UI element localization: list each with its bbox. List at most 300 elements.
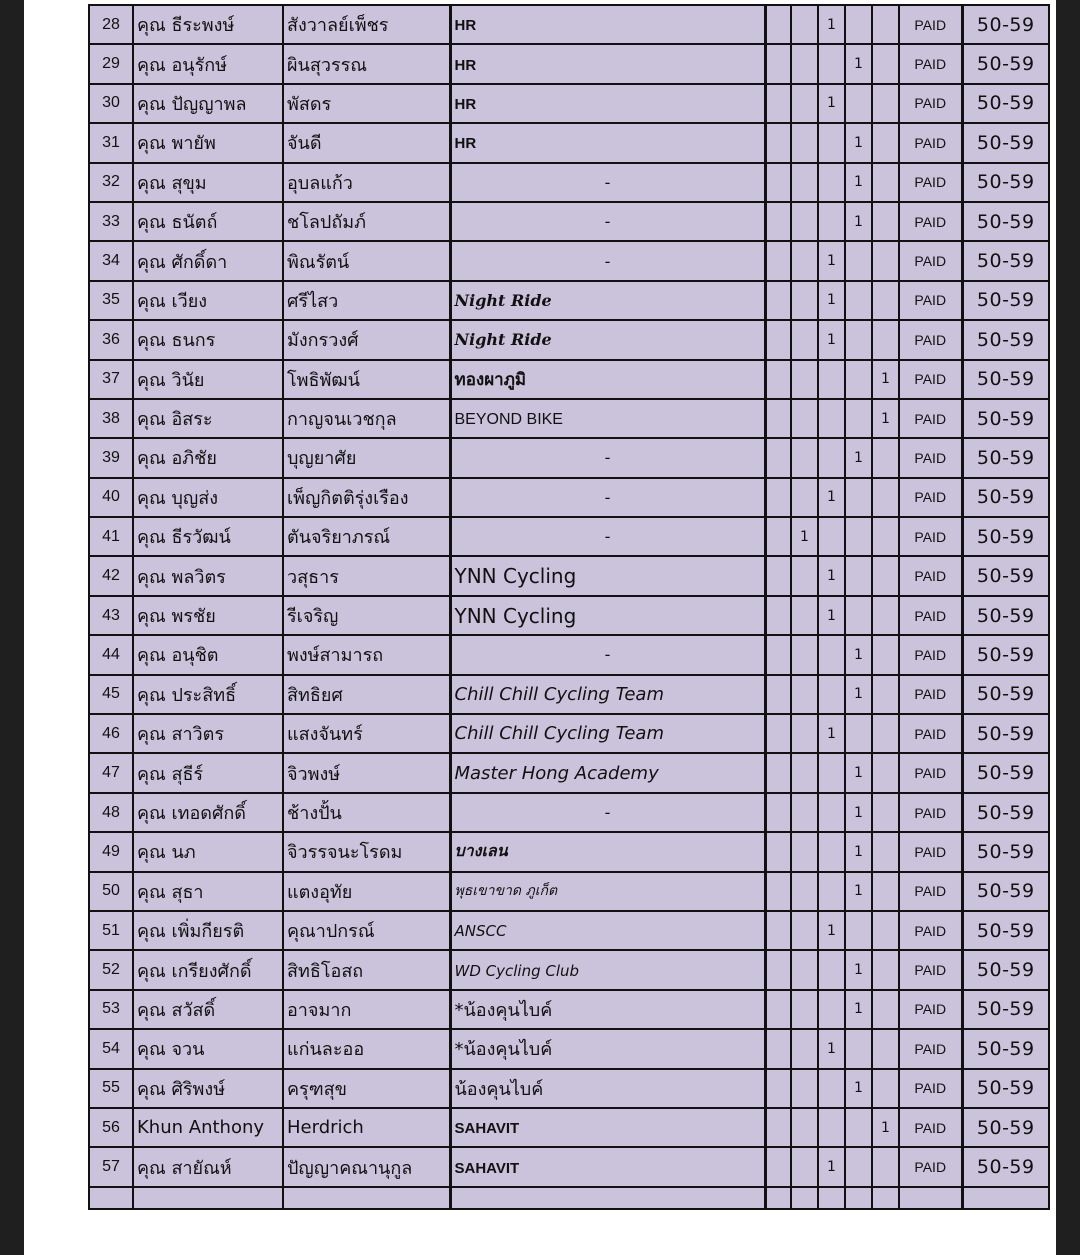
category-cell: 1	[818, 596, 845, 635]
table-row-partial	[89, 1187, 1049, 1209]
category-cell: 1	[845, 832, 872, 871]
category-cell	[818, 438, 845, 477]
age-group: 50-59	[962, 1108, 1049, 1147]
category-cell	[872, 1147, 899, 1186]
empty-cell	[845, 1187, 872, 1209]
table-row	[89, 635, 1049, 674]
payment-status: PAID	[899, 596, 962, 635]
team-label: *น้องคุนไบค์	[454, 1039, 553, 1061]
payment-status: PAID	[899, 1147, 962, 1186]
category-cell	[765, 123, 791, 162]
category-cell	[818, 753, 845, 792]
category-cell	[791, 872, 818, 911]
row-number: 28	[89, 5, 133, 44]
team-label: HR	[454, 17, 477, 35]
category-cell	[791, 714, 818, 753]
team-name	[450, 44, 765, 83]
category-cell: 1	[845, 438, 872, 477]
first-name: คุณ พายัพ	[133, 123, 283, 162]
last-name: ศรีไสว	[283, 281, 450, 320]
category-cell: 1	[845, 950, 872, 989]
category-cell	[818, 163, 845, 202]
payment-status: PAID	[899, 399, 962, 438]
age-group: 50-59	[962, 635, 1049, 674]
payment-status: PAID	[899, 163, 962, 202]
category-cell	[791, 241, 818, 280]
last-name: จิวพงษ์	[283, 753, 450, 792]
category-cell	[872, 596, 899, 635]
team-name	[450, 1147, 765, 1186]
table-row	[89, 84, 1049, 123]
row-number: 47	[89, 753, 133, 792]
row-number: 54	[89, 1029, 133, 1068]
empty-cell	[283, 1187, 450, 1209]
empty-cell	[899, 1187, 962, 1209]
table-row	[89, 950, 1049, 989]
category-cell	[765, 202, 791, 241]
table-row	[89, 163, 1049, 202]
category-cell	[791, 556, 818, 595]
category-cell	[818, 675, 845, 714]
team-label: น้องคุนไบค์	[454, 1078, 544, 1100]
team-label: YNN Cycling	[454, 564, 577, 589]
team-name	[450, 832, 765, 871]
team-name	[450, 438, 765, 477]
team-label: -	[604, 527, 611, 547]
row-number: 57	[89, 1147, 133, 1186]
category-cell	[818, 950, 845, 989]
category-cell	[872, 5, 899, 44]
last-name: ชโลปถัมภ์	[283, 202, 450, 241]
age-group: 50-59	[962, 123, 1049, 162]
row-number: 46	[89, 714, 133, 753]
category-cell	[872, 320, 899, 359]
table-row	[89, 281, 1049, 320]
participant-table	[88, 4, 1050, 1210]
payment-status: PAID	[899, 1108, 962, 1147]
payment-status: PAID	[899, 556, 962, 595]
team-label: HR	[454, 95, 477, 113]
category-cell	[872, 635, 899, 674]
team-label: Chill Chill Cycling Team	[454, 723, 664, 745]
payment-status: PAID	[899, 84, 962, 123]
table-row	[89, 1108, 1049, 1147]
table-row	[89, 556, 1049, 595]
team-name	[450, 753, 765, 792]
category-cell	[765, 5, 791, 44]
age-group: 50-59	[962, 753, 1049, 792]
age-group: 50-59	[962, 202, 1049, 241]
payment-status: PAID	[899, 793, 962, 832]
category-cell: 1	[818, 556, 845, 595]
payment-status: PAID	[899, 241, 962, 280]
empty-cell	[962, 1187, 1049, 1209]
team-name	[450, 360, 765, 399]
category-cell	[765, 163, 791, 202]
category-cell: 1	[818, 5, 845, 44]
team-name	[450, 556, 765, 595]
last-name: สิทธิโอสถ	[283, 950, 450, 989]
category-cell	[818, 123, 845, 162]
last-name: รีเจริญ	[283, 596, 450, 635]
team-name	[450, 635, 765, 674]
category-cell	[791, 950, 818, 989]
team-label: SAHAVIT	[454, 1159, 520, 1177]
category-cell	[791, 5, 818, 44]
payment-status: PAID	[899, 714, 962, 753]
payment-status: PAID	[899, 517, 962, 556]
last-name: Herdrich	[283, 1108, 450, 1147]
category-cell	[765, 1069, 791, 1108]
age-group: 50-59	[962, 320, 1049, 359]
age-group: 50-59	[962, 714, 1049, 753]
category-cell	[845, 241, 872, 280]
category-cell: 1	[872, 360, 899, 399]
team-name	[450, 399, 765, 438]
category-cell	[765, 84, 791, 123]
category-cell	[872, 872, 899, 911]
first-name: คุณ ธีระพงษ์	[133, 5, 283, 44]
team-label: SAHAVIT	[454, 1120, 520, 1138]
category-cell	[818, 1069, 845, 1108]
category-cell	[791, 911, 818, 950]
document-page	[24, 0, 1056, 1255]
category-cell	[765, 1108, 791, 1147]
first-name: คุณ พลวิตร	[133, 556, 283, 595]
first-name: คุณ อิสระ	[133, 399, 283, 438]
payment-status: PAID	[899, 990, 962, 1029]
table-row	[89, 360, 1049, 399]
payment-status: PAID	[899, 123, 962, 162]
category-cell	[845, 399, 872, 438]
age-group: 50-59	[962, 5, 1049, 44]
last-name: แก่นละออ	[283, 1029, 450, 1068]
first-name: คุณ อนุรักษ์	[133, 44, 283, 83]
category-cell	[845, 714, 872, 753]
last-name: ตันจริยาภรณ์	[283, 517, 450, 556]
last-name: จันดี	[283, 123, 450, 162]
first-name: คุณ เทอดศักดิ์	[133, 793, 283, 832]
row-number: 30	[89, 84, 133, 123]
category-cell	[791, 360, 818, 399]
category-cell	[791, 990, 818, 1029]
empty-cell	[765, 1187, 791, 1209]
category-cell	[845, 320, 872, 359]
first-name: คุณ อภิชัย	[133, 438, 283, 477]
last-name: พิณรัตน์	[283, 241, 450, 280]
first-name: คุณ ศิริพงษ์	[133, 1069, 283, 1108]
first-name: คุณ เพิ่มกียรติ	[133, 911, 283, 950]
payment-status: PAID	[899, 5, 962, 44]
category-cell: 1	[845, 793, 872, 832]
category-cell	[845, 84, 872, 123]
empty-cell	[133, 1187, 283, 1209]
age-group: 50-59	[962, 1029, 1049, 1068]
row-number: 49	[89, 832, 133, 871]
category-cell	[872, 714, 899, 753]
category-cell	[872, 44, 899, 83]
team-label: -	[604, 172, 611, 192]
team-name	[450, 281, 765, 320]
table-row	[89, 241, 1049, 280]
age-group: 50-59	[962, 832, 1049, 871]
category-cell	[791, 675, 818, 714]
category-cell	[845, 1108, 872, 1147]
row-number: 52	[89, 950, 133, 989]
team-name	[450, 84, 765, 123]
row-number: 33	[89, 202, 133, 241]
first-name: คุณ สาวิตร	[133, 714, 283, 753]
category-cell	[872, 556, 899, 595]
team-label: WD Cycling Club	[454, 961, 580, 980]
payment-status: PAID	[899, 635, 962, 674]
team-name	[450, 123, 765, 162]
first-name: คุณ นภ	[133, 832, 283, 871]
first-name: คุณ ธนัตถ์	[133, 202, 283, 241]
category-cell: 1	[845, 990, 872, 1029]
category-cell	[765, 753, 791, 792]
team-label: YNN Cycling	[454, 603, 577, 628]
last-name: กาญจนเวชกุล	[283, 399, 450, 438]
row-number: 40	[89, 478, 133, 517]
team-label: *น้องคุนไบค์	[454, 999, 553, 1021]
category-cell: 1	[845, 123, 872, 162]
row-number: 44	[89, 635, 133, 674]
category-cell	[791, 123, 818, 162]
category-cell: 1	[818, 1029, 845, 1068]
age-group: 50-59	[962, 556, 1049, 595]
team-name	[450, 163, 765, 202]
category-cell	[818, 360, 845, 399]
category-cell: 1	[872, 399, 899, 438]
row-number: 55	[89, 1069, 133, 1108]
first-name: คุณ จวน	[133, 1029, 283, 1068]
payment-status: PAID	[899, 360, 962, 399]
payment-status: PAID	[899, 202, 962, 241]
first-name: คุณ บุญส่ง	[133, 478, 283, 517]
last-name: ช้างปั้น	[283, 793, 450, 832]
last-name: พงษ์สามารถ	[283, 635, 450, 674]
category-cell	[791, 399, 818, 438]
first-name: คุณ ประสิทธิ์	[133, 675, 283, 714]
category-cell: 1	[818, 911, 845, 950]
payment-status: PAID	[899, 281, 962, 320]
age-group: 50-59	[962, 84, 1049, 123]
last-name: จิวรรจนะโรดม	[283, 832, 450, 871]
first-name: คุณ สวัสดิ์	[133, 990, 283, 1029]
team-label: พุธเขาขาด ภูเก็ต	[454, 883, 558, 900]
team-name	[450, 5, 765, 44]
payment-status: PAID	[899, 1069, 962, 1108]
category-cell	[845, 5, 872, 44]
category-cell	[765, 596, 791, 635]
age-group: 50-59	[962, 241, 1049, 280]
category-cell	[765, 793, 791, 832]
team-name	[450, 517, 765, 556]
last-name: อุบลแก้ว	[283, 163, 450, 202]
team-name	[450, 872, 765, 911]
category-cell	[818, 990, 845, 1029]
last-name: เพ็ญกิตติรุ่งเรือง	[283, 478, 450, 517]
age-group: 50-59	[962, 675, 1049, 714]
payment-status: PAID	[899, 832, 962, 871]
category-cell	[872, 123, 899, 162]
category-cell	[791, 163, 818, 202]
category-cell	[765, 950, 791, 989]
category-cell: 1	[818, 1147, 845, 1186]
category-cell	[872, 950, 899, 989]
category-cell	[872, 241, 899, 280]
category-cell: 1	[872, 1108, 899, 1147]
team-name	[450, 990, 765, 1029]
last-name: พัสดร	[283, 84, 450, 123]
table-row	[89, 399, 1049, 438]
team-name	[450, 714, 765, 753]
category-cell	[872, 832, 899, 871]
age-group: 50-59	[962, 950, 1049, 989]
category-cell	[765, 1029, 791, 1068]
age-group: 50-59	[962, 517, 1049, 556]
category-cell	[791, 793, 818, 832]
age-group: 50-59	[962, 478, 1049, 517]
category-cell	[872, 478, 899, 517]
team-label: Night Ride	[454, 290, 552, 310]
empty-cell	[872, 1187, 899, 1209]
first-name: คุณ ธนกร	[133, 320, 283, 359]
table-row	[89, 753, 1049, 792]
row-number: 32	[89, 163, 133, 202]
first-name: คุณ สายัณห์	[133, 1147, 283, 1186]
last-name: มังกรวงศ์	[283, 320, 450, 359]
category-cell: 1	[818, 478, 845, 517]
category-cell: 1	[818, 84, 845, 123]
team-label: -	[604, 645, 611, 665]
team-name	[450, 596, 765, 635]
empty-cell	[450, 1187, 765, 1209]
category-cell	[765, 320, 791, 359]
first-name: คุณ พรชัย	[133, 596, 283, 635]
category-cell	[872, 793, 899, 832]
team-label: Master Hong Academy	[454, 762, 659, 784]
row-number: 41	[89, 517, 133, 556]
table-row	[89, 675, 1049, 714]
category-cell	[818, 517, 845, 556]
team-label: ทองผาภูมิ	[454, 369, 527, 390]
category-cell	[791, 281, 818, 320]
first-name: คุณ ธีรวัฒน์	[133, 517, 283, 556]
category-cell	[845, 360, 872, 399]
first-name: คุณ เวียง	[133, 281, 283, 320]
team-label: HR	[454, 135, 477, 153]
category-cell: 1	[845, 163, 872, 202]
payment-status: PAID	[899, 872, 962, 911]
team-name	[450, 675, 765, 714]
payment-status: PAID	[899, 950, 962, 989]
team-name	[450, 1029, 765, 1068]
row-number: 43	[89, 596, 133, 635]
category-cell	[791, 84, 818, 123]
table-row	[89, 478, 1049, 517]
age-group: 50-59	[962, 596, 1049, 635]
category-cell	[845, 556, 872, 595]
table-row	[89, 44, 1049, 83]
category-cell	[872, 84, 899, 123]
team-name	[450, 1108, 765, 1147]
age-group: 50-59	[962, 872, 1049, 911]
team-label: HR	[454, 56, 477, 74]
category-cell: 1	[818, 714, 845, 753]
category-cell	[791, 753, 818, 792]
category-cell	[765, 478, 791, 517]
team-label: -	[604, 803, 611, 822]
category-cell	[845, 517, 872, 556]
team-label: Chill Chill Cycling Team	[454, 683, 664, 705]
category-cell	[791, 1069, 818, 1108]
category-cell: 1	[845, 753, 872, 792]
row-number: 42	[89, 556, 133, 595]
first-name: คุณ สุธีร์	[133, 753, 283, 792]
category-cell	[765, 714, 791, 753]
category-cell	[765, 832, 791, 871]
category-cell: 1	[818, 281, 845, 320]
category-cell	[845, 1147, 872, 1186]
category-cell: 1	[791, 517, 818, 556]
category-cell: 1	[818, 241, 845, 280]
last-name: สิทธิยศ	[283, 675, 450, 714]
empty-cell	[791, 1187, 818, 1209]
payment-status: PAID	[899, 478, 962, 517]
team-label: BEYOND BIKE	[454, 410, 563, 428]
category-cell	[818, 1108, 845, 1147]
team-name	[450, 320, 765, 359]
category-cell	[765, 872, 791, 911]
team-label: ANSCC	[454, 922, 507, 941]
payment-status: PAID	[899, 44, 962, 83]
age-group: 50-59	[962, 438, 1049, 477]
last-name: วสุธาร	[283, 556, 450, 595]
category-cell	[765, 1147, 791, 1186]
row-number: 37	[89, 360, 133, 399]
category-cell	[791, 438, 818, 477]
category-cell	[791, 596, 818, 635]
category-cell	[818, 399, 845, 438]
category-cell	[845, 911, 872, 950]
team-name	[450, 911, 765, 950]
category-cell	[872, 753, 899, 792]
category-cell	[872, 281, 899, 320]
last-name: คุณาปกรณ์	[283, 911, 450, 950]
category-cell: 1	[845, 675, 872, 714]
team-label: -	[604, 487, 611, 507]
category-cell	[791, 635, 818, 674]
payment-status: PAID	[899, 438, 962, 477]
category-cell	[872, 438, 899, 477]
first-name: คุณ สุธา	[133, 872, 283, 911]
category-cell	[765, 911, 791, 950]
age-group: 50-59	[962, 399, 1049, 438]
category-cell: 1	[845, 202, 872, 241]
row-number: 39	[89, 438, 133, 477]
row-number: 50	[89, 872, 133, 911]
team-label: -	[604, 212, 611, 232]
row-number: 45	[89, 675, 133, 714]
category-cell	[872, 911, 899, 950]
table-row	[89, 872, 1049, 911]
table-row	[89, 320, 1049, 359]
row-number: 36	[89, 320, 133, 359]
table-row	[89, 1069, 1049, 1108]
row-number: 51	[89, 911, 133, 950]
